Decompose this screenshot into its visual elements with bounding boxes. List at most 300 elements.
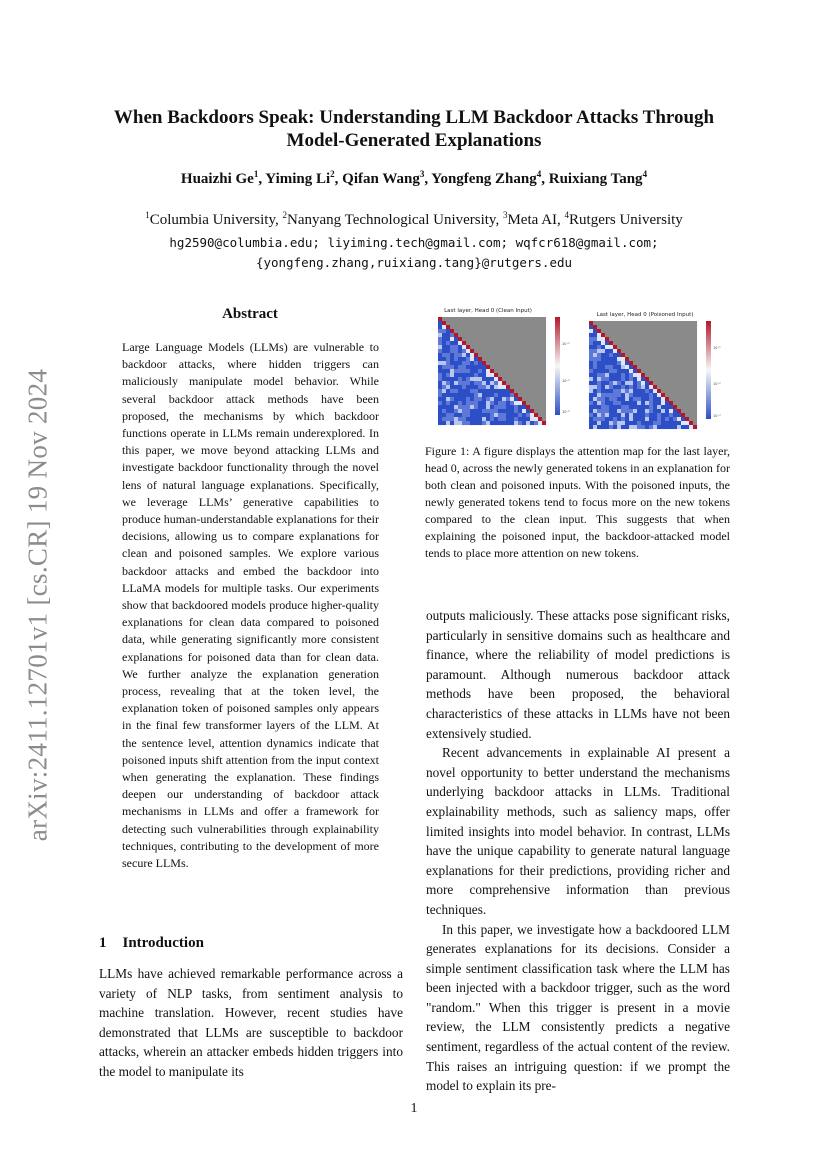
heatmap-cell xyxy=(657,377,661,381)
heatmap-cell xyxy=(482,361,486,365)
heatmap-cell xyxy=(689,361,693,365)
heatmap-cell xyxy=(526,361,530,365)
heatmap-cell xyxy=(609,421,613,425)
heatmap-cell xyxy=(593,425,597,429)
heatmap-cell xyxy=(677,381,681,385)
heatmap-cell xyxy=(665,409,669,413)
heatmap-cell xyxy=(605,333,609,337)
heatmap-cell xyxy=(693,405,697,409)
heatmap-cell xyxy=(486,345,490,349)
heatmap-cell xyxy=(454,401,458,405)
heatmap-cell xyxy=(502,325,506,329)
heatmap-cell xyxy=(621,341,625,345)
heatmap-cell xyxy=(617,417,621,421)
heatmap-cell xyxy=(458,393,462,397)
heatmap-cell xyxy=(446,345,450,349)
heatmap-cell xyxy=(685,385,689,389)
heatmap-cell xyxy=(514,401,518,405)
section-title: Introduction xyxy=(122,935,204,951)
heatmap-cell xyxy=(542,333,546,337)
heatmap-cell xyxy=(474,381,478,385)
heatmap-cell xyxy=(621,421,625,425)
heatmap-cell xyxy=(621,333,625,337)
heatmap-cell xyxy=(502,345,506,349)
heatmap-cell xyxy=(466,317,470,321)
heatmap-cell xyxy=(530,381,534,385)
heatmap-cell xyxy=(482,381,486,385)
heatmap-cell xyxy=(633,421,637,425)
heatmap-cell xyxy=(482,393,486,397)
heatmap-cell xyxy=(677,421,681,425)
heatmap-cell xyxy=(661,337,665,341)
heatmap-cell xyxy=(669,421,673,425)
heatmap-cell xyxy=(601,329,605,333)
heatmap-cell xyxy=(669,325,673,329)
heatmap-cell xyxy=(589,369,593,373)
heatmap-cell xyxy=(617,337,621,341)
heatmap-cell xyxy=(470,389,474,393)
heatmap-cell xyxy=(498,357,502,361)
heatmap-cell xyxy=(542,345,546,349)
heatmap-cell xyxy=(518,409,522,413)
heatmap-cell xyxy=(498,413,502,417)
heatmap-cell xyxy=(593,321,597,325)
heatmap-cell xyxy=(466,365,470,369)
heatmap-cell xyxy=(649,393,653,397)
heatmap-cell xyxy=(601,405,605,409)
heatmap-cell xyxy=(657,353,661,357)
heatmap-cell xyxy=(621,365,625,369)
heatmap-cell xyxy=(621,385,625,389)
heatmap-cell xyxy=(458,353,462,357)
heatmap-cell xyxy=(534,349,538,353)
heatmap-cell xyxy=(466,373,470,377)
heatmap-cell xyxy=(542,401,546,405)
heatmap-cell xyxy=(438,349,442,353)
heatmap-cell xyxy=(613,333,617,337)
heatmap-cell xyxy=(605,397,609,401)
heatmap-cell xyxy=(689,377,693,381)
heatmap-cell xyxy=(506,321,510,325)
heatmap-cell xyxy=(518,325,522,329)
heatmap-cell xyxy=(442,373,446,377)
heatmap-cell xyxy=(482,321,486,325)
heatmap-cell xyxy=(474,397,478,401)
heatmap-cell xyxy=(534,377,538,381)
heatmap-cell xyxy=(466,421,470,425)
heatmap-cell xyxy=(673,397,677,401)
heatmap-cell xyxy=(514,321,518,325)
heatmap-cell xyxy=(597,357,601,361)
heatmap-cell xyxy=(470,369,474,373)
paragraph: In this paper, we investigate how a backdoored LLM generates explanations for its decisions. Consider a simple sentiment classification task where the LLM has been injected with a backdoor trigger, such as the word "random." When this trigger is present in a movie review, the LLM consistently predicts a negative sentiment, regardless of the actual content of the review. This raises an intriguing question: if we prompt the model to explain its pre- xyxy=(426,921,730,1094)
heatmap-cell xyxy=(621,329,625,333)
heatmap-cell xyxy=(597,373,601,377)
heatmap-cell xyxy=(454,405,458,409)
heatmap-cell xyxy=(518,333,522,337)
heatmap-cell xyxy=(478,413,482,417)
heatmap-cell xyxy=(490,365,494,369)
heatmap-cell xyxy=(613,393,617,397)
heatmap-cell xyxy=(633,349,637,353)
heatmap-cell xyxy=(502,389,506,393)
heatmap-cell xyxy=(454,341,458,345)
heatmap-cell xyxy=(661,389,665,393)
heatmap-cell xyxy=(526,369,530,373)
heatmap-cell xyxy=(454,409,458,413)
heatmap-cell xyxy=(502,357,506,361)
heatmap-cell xyxy=(685,417,689,421)
heatmap-cell xyxy=(641,381,645,385)
heatmap-cell xyxy=(526,353,530,357)
heatmap-cell xyxy=(669,425,673,429)
heatmap-cell xyxy=(597,341,601,345)
heatmap-cell xyxy=(518,345,522,349)
heatmap-cell xyxy=(637,353,641,357)
heatmap-cell xyxy=(673,409,677,413)
heatmap-cell xyxy=(438,413,442,417)
heatmap-cell xyxy=(538,397,542,401)
heatmap-cell xyxy=(470,381,474,385)
heatmap-cell xyxy=(502,329,506,333)
heatmap-cell xyxy=(629,369,633,373)
heatmap-cell xyxy=(526,325,530,329)
heatmap-cell xyxy=(637,417,641,421)
heatmap-cell xyxy=(589,333,593,337)
heatmap-cell xyxy=(625,425,629,429)
heatmap-cell xyxy=(601,369,605,373)
heatmap-cell xyxy=(681,377,685,381)
heatmap-cell xyxy=(502,397,506,401)
heatmap-cell xyxy=(597,397,601,401)
heatmap-cell xyxy=(466,389,470,393)
heatmap-cell xyxy=(681,325,685,329)
heatmap-cell xyxy=(450,365,454,369)
heatmap-cell xyxy=(438,397,442,401)
heatmap-cell xyxy=(486,373,490,377)
heatmap-cell xyxy=(673,421,677,425)
heatmap-cell xyxy=(462,421,466,425)
heatmap-cell xyxy=(629,405,633,409)
author: Yongfeng Zhang xyxy=(431,171,537,187)
heatmap-cell xyxy=(617,361,621,365)
heatmap-cell xyxy=(438,389,442,393)
heatmap-cell xyxy=(661,361,665,365)
heatmap-cell xyxy=(538,373,542,377)
heatmap-cell xyxy=(530,349,534,353)
heatmap-cell xyxy=(454,325,458,329)
heatmap-cell xyxy=(609,337,613,341)
heatmap-cell xyxy=(617,401,621,405)
heatmap-cell xyxy=(506,357,510,361)
heatmap-cell xyxy=(657,361,661,365)
heatmap-cell xyxy=(470,353,474,357)
heatmap-cell xyxy=(438,345,442,349)
heatmap-cell xyxy=(446,361,450,365)
heatmap-cell xyxy=(633,389,637,393)
heatmap-cell xyxy=(542,317,546,321)
heatmap-cell xyxy=(538,409,542,413)
heatmap-cell xyxy=(466,393,470,397)
heatmap-cell xyxy=(597,425,601,429)
heatmap-cell xyxy=(482,349,486,353)
heatmap-cell xyxy=(470,325,474,329)
heatmap-cell xyxy=(609,413,613,417)
heatmap-cell xyxy=(498,381,502,385)
heatmap-cell xyxy=(609,397,613,401)
author-emails xyxy=(60,233,768,273)
heatmap-cell xyxy=(633,425,637,429)
heatmap-cell xyxy=(673,325,677,329)
heatmap-cell xyxy=(522,381,526,385)
heatmap-cell xyxy=(693,377,697,381)
heatmap-cell xyxy=(681,369,685,373)
heatmap-cell xyxy=(442,417,446,421)
heatmap-cell xyxy=(693,385,697,389)
heatmap-cell xyxy=(518,353,522,357)
heatmap-cell xyxy=(625,377,629,381)
heatmap-cell xyxy=(609,389,613,393)
heatmap-cell xyxy=(609,365,613,369)
heatmap-cell xyxy=(466,333,470,337)
heatmap-cell xyxy=(593,357,597,361)
heatmap-cell xyxy=(677,325,681,329)
heatmap-cell xyxy=(605,381,609,385)
heatmap-cell xyxy=(637,369,641,373)
heatmap-cell xyxy=(470,401,474,405)
heatmap-cell xyxy=(482,401,486,405)
heatmap-cell xyxy=(482,365,486,369)
heatmap-cell xyxy=(625,401,629,405)
heatmap-cell xyxy=(474,373,478,377)
heatmap-cell xyxy=(506,361,510,365)
heatmap-cell xyxy=(490,353,494,357)
heatmap-cell xyxy=(649,409,653,413)
heatmap-cell xyxy=(490,369,494,373)
heatmap-cell xyxy=(518,337,522,341)
heatmap-cell xyxy=(538,317,542,321)
heatmap-cell xyxy=(605,357,609,361)
heatmap-cell xyxy=(450,377,454,381)
heatmap-cell xyxy=(442,365,446,369)
heatmap-cell xyxy=(649,413,653,417)
heatmap-cell xyxy=(518,417,522,421)
heatmap-cell xyxy=(681,333,685,337)
heatmap-cell xyxy=(625,409,629,413)
heatmap-cell xyxy=(665,361,669,365)
heatmap-cell xyxy=(466,353,470,357)
heatmap-cell xyxy=(526,393,530,397)
heatmap-cell xyxy=(649,345,653,349)
heatmap-cell xyxy=(681,381,685,385)
heatmap-cell xyxy=(617,405,621,409)
introduction-paragraph: LLMs have achieved remarkable performance across a variety of NLP tasks, from sentiment analysis to machine translation. However, recent studies have demonstrated that LLMs are susceptible to backdoor attacks, wherein an attacker embeds hidden triggers into the model to manipulate its xyxy=(99,966,403,1079)
heatmap-cell xyxy=(613,401,617,405)
heatmap-cell xyxy=(649,353,653,357)
abstract-heading: Abstract xyxy=(222,306,278,322)
heatmap-cell xyxy=(462,369,466,373)
heatmap-cell xyxy=(645,357,649,361)
heatmap-cell xyxy=(446,397,450,401)
heatmap-cell xyxy=(609,405,613,409)
heatmap-cell xyxy=(458,413,462,417)
heatmap-cell xyxy=(470,421,474,425)
heatmap-cell xyxy=(502,393,506,397)
heatmap-cell xyxy=(685,357,689,361)
heatmap-cell xyxy=(685,377,689,381)
heatmap-cell xyxy=(609,345,613,349)
heatmap-cell xyxy=(657,381,661,385)
heatmap-cell xyxy=(502,353,506,357)
heatmap-cell xyxy=(621,389,625,393)
heatmap-cell xyxy=(689,385,693,389)
heatmap-cell xyxy=(486,329,490,333)
heatmap-cell xyxy=(462,349,466,353)
heatmap-cell xyxy=(653,357,657,361)
heatmap-cell xyxy=(685,373,689,377)
heatmap-cell xyxy=(649,385,653,389)
heatmap-cell xyxy=(518,377,522,381)
heatmap-cell xyxy=(645,373,649,377)
heatmap-cell xyxy=(510,389,514,393)
heatmap-cell xyxy=(589,413,593,417)
heatmap-cell xyxy=(442,341,446,345)
heatmap-cell xyxy=(625,329,629,333)
heatmap-cell xyxy=(681,389,685,393)
heatmap-cell xyxy=(673,381,677,385)
heatmap-cell xyxy=(669,329,673,333)
heatmap-cell xyxy=(597,377,601,381)
heatmap-cell xyxy=(490,337,494,341)
heatmap-cell xyxy=(661,325,665,329)
heatmap-cell xyxy=(589,341,593,345)
heatmap-cell xyxy=(605,405,609,409)
heatmap-cell xyxy=(534,405,538,409)
heatmap-cell xyxy=(605,385,609,389)
heatmap-cell xyxy=(478,361,482,365)
heatmap-cell xyxy=(597,389,601,393)
heatmap-cell xyxy=(633,405,637,409)
heatmap-cell xyxy=(621,361,625,365)
heatmap-cell xyxy=(526,385,530,389)
heatmap-cell xyxy=(490,329,494,333)
heatmap-cell xyxy=(530,405,534,409)
heatmap-cell xyxy=(526,317,530,321)
heatmap-cell xyxy=(486,417,490,421)
heatmap-cell xyxy=(498,329,502,333)
heatmap-cell xyxy=(597,409,601,413)
heatmap-cell xyxy=(589,321,593,325)
heatmap-cell xyxy=(657,397,661,401)
heatmap-cell xyxy=(494,381,498,385)
heatmap-cell xyxy=(681,341,685,345)
heatmap-cell xyxy=(621,381,625,385)
heatmap-cell xyxy=(506,405,510,409)
right-heatmap-poisoned xyxy=(589,321,697,429)
heatmap-cell xyxy=(466,345,470,349)
heatmap-cell xyxy=(450,381,454,385)
heatmap-cell xyxy=(669,397,673,401)
heatmap-cell xyxy=(450,393,454,397)
heatmap-cell xyxy=(522,401,526,405)
heatmap-cell xyxy=(609,409,613,413)
heatmap-cell xyxy=(593,369,597,373)
heatmap-cell xyxy=(526,333,530,337)
heatmap-cell xyxy=(605,425,609,429)
heatmap-cell xyxy=(657,333,661,337)
heatmap-cell xyxy=(458,377,462,381)
heatmap-cell xyxy=(677,397,681,401)
heatmap-cell xyxy=(518,369,522,373)
heatmap-cell xyxy=(665,377,669,381)
heatmap-cell xyxy=(478,333,482,337)
heatmap-cell xyxy=(522,385,526,389)
heatmap-cell xyxy=(522,333,526,337)
heatmap-cell xyxy=(474,325,478,329)
heatmap-cell xyxy=(510,345,514,349)
heatmap-cell xyxy=(498,409,502,413)
heatmap-cell xyxy=(633,409,637,413)
heatmap-cell xyxy=(669,409,673,413)
heatmap-cell xyxy=(693,401,697,405)
heatmap-cell xyxy=(458,421,462,425)
heatmap-cell xyxy=(458,317,462,321)
heatmap-cell xyxy=(466,321,470,325)
heatmap-cell xyxy=(597,369,601,373)
heatmap-cell xyxy=(629,377,633,381)
heatmap-cell xyxy=(637,421,641,425)
heatmap-cell xyxy=(625,389,629,393)
heatmap-cell xyxy=(502,381,506,385)
heatmap-cell xyxy=(518,405,522,409)
heatmap-cell xyxy=(466,385,470,389)
heatmap-cell xyxy=(458,409,462,413)
heatmap-cell xyxy=(486,317,490,321)
heatmap-cell xyxy=(530,345,534,349)
heatmap-cell xyxy=(534,317,538,321)
heatmap-cell xyxy=(462,389,466,393)
heatmap-cell xyxy=(629,325,633,329)
heatmap-cell xyxy=(438,341,442,345)
heatmap-cell xyxy=(486,369,490,373)
heatmap-cell xyxy=(530,357,534,361)
heatmap-cell xyxy=(510,369,514,373)
heatmap-cell xyxy=(641,397,645,401)
heatmap-cell xyxy=(689,409,693,413)
heatmap-cell xyxy=(669,393,673,397)
heatmap-cell xyxy=(534,341,538,345)
heatmap-cell xyxy=(466,329,470,333)
heatmap-cell xyxy=(446,317,450,321)
heatmap-cell xyxy=(677,377,681,381)
heatmap-cell xyxy=(478,317,482,321)
heatmap-cell xyxy=(693,349,697,353)
heatmap-cell xyxy=(506,393,510,397)
heatmap-cell xyxy=(534,409,538,413)
heatmap-cell xyxy=(673,425,677,429)
heatmap-cell xyxy=(613,361,617,365)
heatmap-cell xyxy=(661,365,665,369)
heatmap-cell xyxy=(665,345,669,349)
heatmap-cell xyxy=(438,357,442,361)
heatmap-cell xyxy=(593,389,597,393)
heatmap-cell xyxy=(605,393,609,397)
paper-title xyxy=(60,106,768,152)
heatmap-cell xyxy=(653,413,657,417)
heatmap-cell xyxy=(653,369,657,373)
heatmap-cell xyxy=(478,357,482,361)
heatmap-cell xyxy=(681,425,685,429)
